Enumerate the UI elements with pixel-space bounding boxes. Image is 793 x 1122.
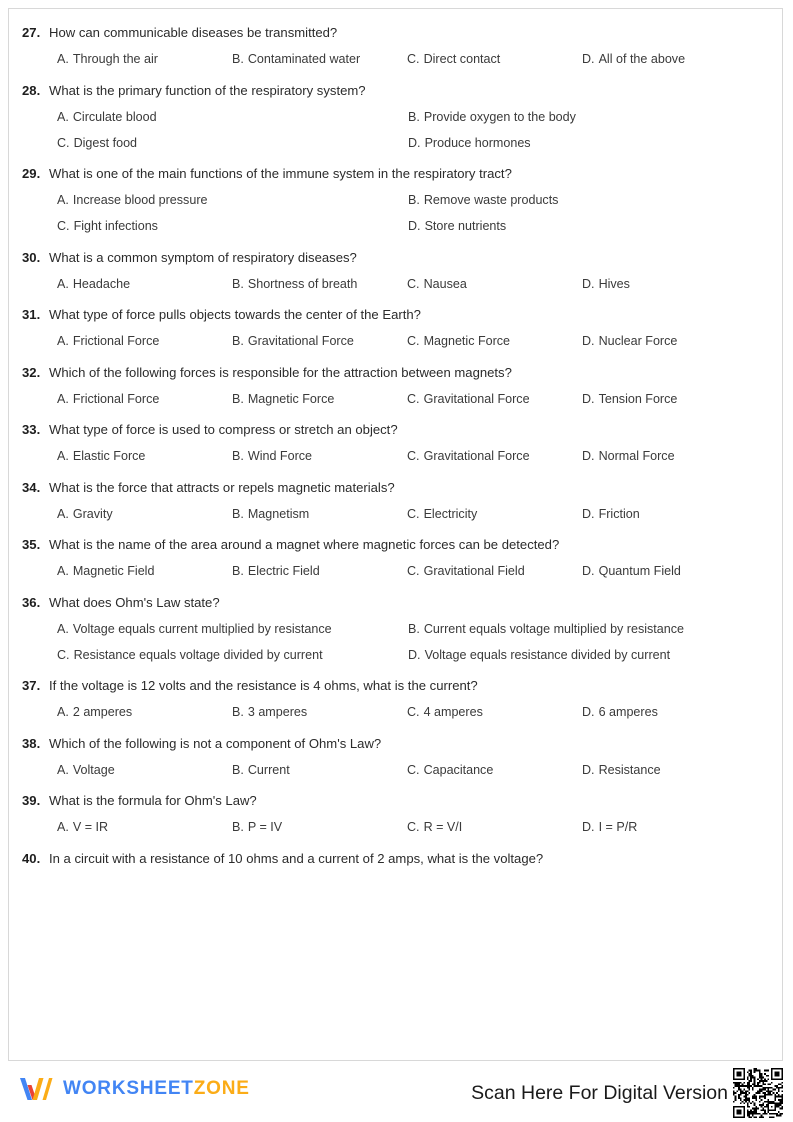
option-text: Current equals voltage multiplied by resistance (423, 621, 684, 636)
option-text: Elastic Force (72, 449, 146, 463)
answer-option[interactable] (407, 760, 582, 780)
option-text: Magnetic Force (247, 391, 335, 406)
answer-option[interactable] (232, 760, 407, 780)
option-letter: C. (407, 449, 420, 463)
option-letter: B. (232, 762, 244, 777)
option-text: Gravitational Force (423, 449, 530, 463)
option-letter: C. (407, 276, 420, 291)
question-text: In a circuit with a resistance of 10 ohms and a current of 2 amps, what is the voltage? (49, 850, 544, 866)
option-letter: D. (582, 705, 595, 719)
question-number: 34. (22, 479, 41, 495)
answer-option[interactable] (232, 274, 407, 294)
answer-option[interactable] (57, 702, 232, 722)
answer-option[interactable] (57, 107, 408, 127)
option-letter: B. (232, 276, 244, 291)
option-letter: D. (582, 820, 595, 834)
page-footer (0, 1061, 793, 1122)
option-letter: B. (232, 391, 244, 406)
option-letter: C. (407, 506, 420, 521)
answer-option[interactable] (57, 389, 232, 409)
option-text: Resistance (598, 762, 661, 777)
option-letter: A. (57, 391, 69, 406)
option-letter: D. (582, 276, 595, 291)
option-letter: B. (408, 109, 420, 124)
answer-option[interactable] (407, 389, 582, 409)
option-row (22, 817, 772, 837)
answer-option[interactable] (408, 107, 576, 127)
option-text: Digest food (73, 135, 138, 150)
question-header (22, 791, 772, 811)
question-block (22, 676, 772, 722)
option-letter: B. (408, 193, 420, 207)
option-letter: A. (57, 506, 69, 521)
question-header (22, 676, 772, 696)
answer-option[interactable] (582, 504, 640, 524)
option-text: All of the above (598, 52, 686, 66)
question-block (22, 248, 772, 294)
question-header (22, 81, 772, 101)
question-number: 27. (22, 25, 41, 40)
option-text: Magnetic Field (72, 564, 155, 578)
question-block (22, 535, 772, 581)
option-letter: A. (57, 705, 69, 719)
question-header (22, 23, 772, 43)
option-row (22, 107, 772, 127)
option-letter: C. (407, 762, 420, 777)
option-row (22, 504, 772, 524)
answer-option[interactable] (57, 561, 232, 581)
question-text: What is the formula for Ohm's Law? (49, 793, 257, 808)
option-text: 4 amperes (423, 705, 483, 719)
option-letter: A. (57, 193, 69, 207)
question-block (22, 478, 772, 524)
question-block (22, 791, 772, 837)
option-text: I = P/R (598, 820, 638, 834)
qr-code-image[interactable] (733, 1068, 783, 1118)
option-row (22, 331, 772, 351)
logo-word-worksheet: WORKSHEET (63, 1078, 194, 1099)
option-letter: C. (57, 135, 70, 150)
option-row (22, 702, 772, 722)
option-text: Voltage equals resistance divided by current (424, 647, 671, 662)
option-letter: A. (57, 52, 69, 66)
question-block (22, 164, 772, 236)
question-number: 30. (22, 249, 41, 265)
option-letter: A. (57, 334, 69, 348)
question-number: 29. (22, 166, 41, 181)
question-number: 28. (22, 82, 41, 98)
option-text: Resistance equals voltage divided by current (73, 647, 323, 662)
worksheet-sheet (8, 8, 783, 1061)
option-letter: D. (408, 135, 421, 150)
option-text: Current (247, 762, 290, 777)
option-text: Friction (598, 506, 640, 521)
option-letter: A. (57, 820, 69, 834)
question-text: If the voltage is 12 volts and the resistance is 4 ohms, what is the current? (49, 678, 478, 693)
answer-option[interactable] (57, 274, 232, 294)
answer-option[interactable] (407, 504, 582, 524)
option-letter: D. (582, 506, 595, 521)
option-row (22, 216, 772, 236)
option-text: Frictional Force (72, 334, 160, 348)
answer-option[interactable] (407, 49, 582, 69)
answer-option[interactable] (582, 760, 661, 780)
option-letter: C. (407, 705, 420, 719)
option-letter: A. (57, 276, 69, 291)
question-text: What is one of the main functions of the immune system in the respiratory tract? (49, 166, 512, 181)
option-letter: B. (232, 334, 244, 348)
option-text: Store nutrients (424, 219, 507, 233)
option-text: Headache (72, 276, 131, 291)
option-text: P = IV (247, 820, 283, 834)
option-row (22, 446, 772, 466)
option-letter: B. (232, 564, 244, 578)
option-text: Gravitational Force (423, 391, 530, 406)
answer-option[interactable] (408, 216, 506, 236)
option-row (22, 49, 772, 69)
answer-option[interactable] (232, 504, 407, 524)
option-letter: B. (232, 705, 244, 719)
answer-option[interactable] (57, 446, 232, 466)
option-text: Tension Force (598, 391, 678, 406)
question-number: 36. (22, 594, 41, 610)
option-row (22, 619, 772, 639)
question-block (22, 593, 772, 665)
question-text: What does Ohm's Law state? (49, 594, 220, 610)
option-letter: D. (582, 52, 595, 66)
answer-option[interactable] (407, 817, 582, 837)
question-block (22, 81, 772, 153)
option-text: Produce hormones (424, 135, 531, 150)
option-letter: A. (57, 762, 69, 777)
option-letter: D. (582, 564, 595, 578)
option-letter: A. (57, 109, 69, 124)
option-text: Remove waste products (423, 193, 559, 207)
scan-here-label: Scan Here For Digital Version (471, 1081, 728, 1104)
answer-option[interactable] (57, 645, 408, 665)
answer-option[interactable] (582, 702, 658, 722)
question-text: What is the name of the area around a magnet where magnetic forces can be detected? (49, 537, 560, 552)
answer-option[interactable] (232, 817, 407, 837)
option-text: Normal Force (598, 449, 675, 463)
option-text: Voltage (72, 762, 115, 777)
answer-option[interactable] (232, 389, 407, 409)
option-text: 3 amperes (247, 705, 308, 719)
option-text: Magnetism (247, 506, 310, 521)
answer-option[interactable] (582, 49, 685, 69)
answer-option[interactable] (582, 561, 681, 581)
worksheet-zone-logo[interactable] (18, 1074, 250, 1104)
option-text: Wind Force (247, 449, 313, 463)
question-list (9, 9, 782, 880)
answer-option[interactable] (582, 817, 637, 837)
option-row (22, 645, 772, 665)
option-letter: C. (57, 219, 70, 233)
option-letter: C. (407, 334, 420, 348)
answer-option[interactable] (408, 190, 558, 210)
question-text: How can communicable diseases be transmitted? (49, 25, 338, 40)
question-block (22, 420, 772, 466)
option-text: Frictional Force (72, 391, 160, 406)
worksheet-zone-wordmark (63, 1078, 250, 1100)
question-header (22, 849, 772, 869)
option-letter: B. (408, 621, 420, 636)
option-text: Capacitance (423, 762, 494, 777)
option-letter: D. (408, 219, 421, 233)
option-letter: A. (57, 564, 69, 578)
option-text: 6 amperes (598, 705, 658, 719)
question-header (22, 420, 772, 440)
answer-option[interactable] (57, 619, 408, 639)
question-number: 37. (22, 678, 41, 693)
option-text: Electric Field (247, 564, 320, 578)
option-text: Magnetic Force (423, 334, 511, 348)
answer-option[interactable] (57, 817, 232, 837)
option-text: Gravitational Field (423, 564, 525, 578)
option-text: Contaminated water (247, 52, 361, 66)
question-header (22, 164, 772, 184)
question-number: 31. (22, 307, 41, 322)
option-letter: D. (408, 647, 421, 662)
answer-option[interactable] (582, 389, 677, 409)
option-text: Gravitational Force (247, 334, 354, 348)
option-letter: A. (57, 449, 69, 463)
option-text: Fight infections (73, 219, 158, 233)
option-text: Nuclear Force (598, 334, 678, 348)
question-header (22, 478, 772, 498)
option-text: Gravity (72, 506, 113, 521)
answer-option[interactable] (407, 561, 582, 581)
option-text: Quantum Field (598, 564, 681, 578)
option-letter: C. (407, 820, 420, 834)
option-text: Direct contact (423, 52, 501, 66)
option-letter: C. (57, 647, 70, 662)
question-text: What is the primary function of the respiratory system? (49, 82, 366, 98)
option-row (22, 389, 772, 409)
answer-option[interactable] (232, 561, 407, 581)
answer-option[interactable] (232, 446, 407, 466)
answer-option[interactable] (57, 49, 232, 69)
question-text: What is the force that attracts or repels magnetic materials? (49, 479, 395, 495)
option-row (22, 274, 772, 294)
answer-option[interactable] (57, 216, 408, 236)
option-text: Nausea (423, 276, 467, 291)
answer-option[interactable] (57, 190, 408, 210)
question-number: 32. (22, 364, 41, 380)
question-header (22, 535, 772, 555)
question-number: 39. (22, 793, 41, 808)
logo-word-zone: ZONE (193, 1078, 250, 1099)
question-header (22, 305, 772, 325)
question-block (22, 363, 772, 409)
question-number: 38. (22, 735, 41, 751)
option-text: Increase blood pressure (72, 193, 208, 207)
option-text: Electricity (423, 506, 478, 521)
question-text: What type of force pulls objects towards the center of the Earth? (49, 307, 421, 322)
option-row (22, 133, 772, 153)
question-header (22, 593, 772, 613)
answer-option[interactable] (408, 133, 531, 153)
option-letter: B. (232, 449, 244, 463)
option-text: 2 amperes (72, 705, 133, 719)
answer-option[interactable] (407, 446, 582, 466)
answer-option[interactable] (232, 702, 407, 722)
answer-option[interactable] (582, 274, 630, 294)
question-header (22, 248, 772, 268)
question-block (22, 305, 772, 351)
worksheet-zone-mark-icon (18, 1074, 54, 1104)
question-header (22, 734, 772, 754)
question-text: Which of the following forces is responsible for the attraction between magnets? (49, 364, 512, 380)
option-letter: C. (407, 564, 420, 578)
option-letter: D. (582, 449, 595, 463)
option-letter: B. (232, 820, 244, 834)
question-text: What is a common symptom of respiratory diseases? (49, 249, 357, 265)
option-letter: B. (232, 506, 244, 521)
option-text: R = V/I (423, 820, 463, 834)
answer-option[interactable] (57, 504, 232, 524)
option-letter: D. (582, 391, 595, 406)
option-letter: D. (582, 334, 595, 348)
answer-option[interactable] (582, 331, 677, 351)
option-row (22, 561, 772, 581)
answer-option[interactable] (407, 702, 582, 722)
answer-option[interactable] (57, 331, 232, 351)
option-text: Provide oxygen to the body (423, 109, 576, 124)
question-number: 35. (22, 537, 41, 552)
option-row (22, 190, 772, 210)
option-text: Circulate blood (72, 109, 157, 124)
option-letter: B. (232, 52, 244, 66)
option-text: Hives (598, 276, 630, 291)
question-number: 33. (22, 422, 41, 437)
option-letter: A. (57, 621, 69, 636)
answer-option[interactable] (407, 274, 582, 294)
option-letter: C. (407, 52, 420, 66)
answer-option[interactable] (57, 760, 232, 780)
question-block (22, 849, 772, 869)
option-letter: C. (407, 391, 420, 406)
option-text: Voltage equals current multiplied by resistance (72, 621, 332, 636)
question-block (22, 23, 772, 69)
answer-option[interactable] (582, 446, 675, 466)
answer-option[interactable] (57, 133, 408, 153)
option-letter: D. (582, 762, 595, 777)
option-row (22, 760, 772, 780)
question-header (22, 363, 772, 383)
option-text: Through the air (72, 52, 158, 66)
answer-option[interactable] (232, 331, 407, 351)
question-number: 40. (22, 850, 41, 866)
answer-option[interactable] (408, 619, 684, 639)
question-text: What type of force is used to compress or stretch an object? (49, 422, 398, 437)
question-block (22, 734, 772, 780)
scan-section (471, 1068, 783, 1118)
question-text: Which of the following is not a component of Ohm's Law? (49, 735, 382, 751)
answer-option[interactable] (407, 331, 582, 351)
answer-option[interactable] (408, 645, 670, 665)
option-text: Shortness of breath (247, 276, 358, 291)
answer-option[interactable] (232, 49, 407, 69)
option-text: V = IR (72, 820, 109, 834)
